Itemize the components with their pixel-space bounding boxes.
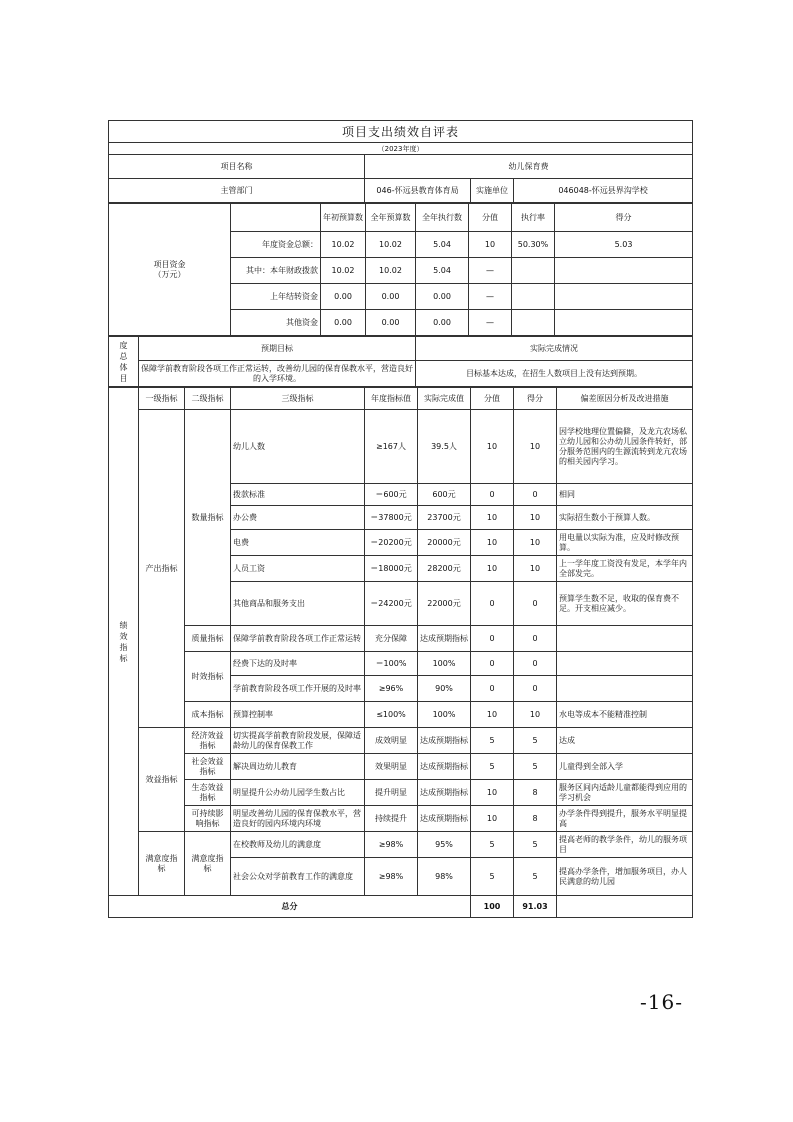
indicator-target: ＝18000元 bbox=[365, 556, 418, 582]
indicator-note: 水电等成本不能精准控制 bbox=[557, 702, 693, 728]
indicator-value: 0 bbox=[471, 484, 514, 506]
indicator-value: 0 bbox=[471, 626, 514, 652]
header-cell: 一级指标 bbox=[139, 388, 185, 410]
indicator-note: 服务区间内适龄儿童都能得到应用的学习机会 bbox=[557, 780, 693, 806]
indicator-note: 上一学年度工资没有发足，本学年内全部发完。 bbox=[557, 556, 693, 582]
indicator-name: 经费下达的及时率 bbox=[231, 652, 365, 676]
indicator-actual: 达成预期指标 bbox=[418, 806, 471, 832]
funds-cell: 0.00 bbox=[416, 284, 469, 310]
funds-header-value: 分值 bbox=[469, 204, 512, 232]
funds-cell: — bbox=[469, 284, 512, 310]
funds-row-label: 其他资金 bbox=[231, 310, 321, 336]
indicator-value: 10 bbox=[471, 806, 514, 832]
indicator-score: 10 bbox=[514, 410, 557, 484]
indicator-value: 10 bbox=[471, 410, 514, 484]
funds-cell: 5.03 bbox=[555, 232, 693, 258]
indicator-note bbox=[557, 652, 693, 676]
funds-header-rate: 执行率 bbox=[512, 204, 555, 232]
header-cell: 二级指标 bbox=[185, 388, 231, 410]
header-cell: 偏差原因分析及改进措施 bbox=[557, 388, 693, 410]
indicator-note: 用电量以实际为准，应及时修改预算。 bbox=[557, 530, 693, 556]
indicator-note: 因学校地理位置偏僻，及龙亢农场私立幼儿园和公办幼儿园条件转好，部分服务范围内的生源流转到龙亢农场的相关园内学习。 bbox=[557, 410, 693, 484]
indicator-score: 5 bbox=[514, 832, 557, 858]
quality-indicator-label: 质量指标 bbox=[185, 626, 231, 652]
indicator-actual: 22000元 bbox=[418, 582, 471, 626]
funds-cell bbox=[512, 258, 555, 284]
funds-cell bbox=[555, 258, 693, 284]
quantity-indicator-label: 数量指标 bbox=[185, 410, 231, 626]
funds-table bbox=[108, 203, 693, 336]
social-indicator-label: 社会效益 指标 bbox=[185, 754, 231, 780]
indicator-target: ≥98% bbox=[365, 832, 418, 858]
funds-cell: 5.04 bbox=[416, 232, 469, 258]
indicator-value: 10 bbox=[471, 780, 514, 806]
indicator-name: 学前教育阶段各项工作开展的及时率 bbox=[231, 676, 365, 702]
indicator-actual: 20000元 bbox=[418, 530, 471, 556]
indicator-actual: 达成预期指标 bbox=[418, 754, 471, 780]
total-score: 91.03 bbox=[514, 896, 557, 918]
indicator-name: 解决周边幼儿教育 bbox=[231, 754, 365, 780]
indicator-value: 10 bbox=[471, 556, 514, 582]
funds-cell: 50.30% bbox=[512, 232, 555, 258]
satisfaction-indicator-label: 满意度指 标 bbox=[139, 832, 185, 896]
indicators-table bbox=[108, 387, 693, 918]
indicator-actual: 达成预期指标 bbox=[418, 728, 471, 754]
indicator-target: ≥167人 bbox=[365, 410, 418, 484]
funds-cell: — bbox=[469, 310, 512, 336]
indicator-actual: 23700元 bbox=[418, 506, 471, 530]
time-indicator-label: 时效指标 bbox=[185, 652, 231, 702]
indicator-score: 10 bbox=[514, 506, 557, 530]
funds-cell: 0.00 bbox=[366, 310, 416, 336]
indicator-score: 0 bbox=[514, 484, 557, 506]
indicator-value: 10 bbox=[471, 702, 514, 728]
indicator-value: 0 bbox=[471, 652, 514, 676]
indicator-target: 成效明显 bbox=[365, 728, 418, 754]
indicator-score: 0 bbox=[514, 582, 557, 626]
eco-indicator-label: 生态效益 指标 bbox=[185, 780, 231, 806]
indicator-value: 0 bbox=[471, 582, 514, 626]
funds-row-label: 年度资金总额： bbox=[231, 232, 321, 258]
indicator-score: 5 bbox=[514, 858, 557, 896]
indicator-name: 预算控制率 bbox=[231, 702, 365, 728]
indicator-name: 切实提高学前教育阶段发展，保障适龄幼儿的保育保教工作 bbox=[231, 728, 365, 754]
table-title: 项目支出绩效自评表 bbox=[109, 121, 693, 143]
perf-side-label: 绩 效 指 标 bbox=[109, 388, 139, 896]
funds-cell: — bbox=[469, 258, 512, 284]
funds-header-annual: 全年预算数 bbox=[366, 204, 416, 232]
header-cell: 三级指标 bbox=[231, 388, 365, 410]
funds-cell bbox=[555, 310, 693, 336]
indicator-target: 提升明显 bbox=[365, 780, 418, 806]
cost-indicator-label: 成本指标 bbox=[185, 702, 231, 728]
funds-cell bbox=[512, 310, 555, 336]
indicator-name: 明显改善幼儿园的保育保教水平，营造良好的园内环境内环境 bbox=[231, 806, 365, 832]
indicator-score: 10 bbox=[514, 530, 557, 556]
funds-cell: 10.02 bbox=[366, 258, 416, 284]
funds-cell bbox=[555, 284, 693, 310]
output-indicator-label: 产出指标 bbox=[139, 410, 185, 728]
indicator-note: 提高老师的教学条件，幼儿的服务项目 bbox=[557, 832, 693, 858]
indicator-note: 儿童得到全部入学 bbox=[557, 754, 693, 780]
indicator-target: 充分保障 bbox=[365, 626, 418, 652]
satisfaction-sub-label: 满意度指 标 bbox=[185, 832, 231, 896]
funds-cell: 10.02 bbox=[366, 232, 416, 258]
indicator-value: 0 bbox=[471, 676, 514, 702]
indicator-value: 5 bbox=[471, 728, 514, 754]
indicator-score: 0 bbox=[514, 626, 557, 652]
indicator-value: 5 bbox=[471, 858, 514, 896]
indicator-note bbox=[557, 676, 693, 702]
indicator-note bbox=[557, 626, 693, 652]
benefit-indicator-label: 效益指标 bbox=[139, 728, 185, 832]
indicator-note: 达成 bbox=[557, 728, 693, 754]
indicator-actual: 600元 bbox=[418, 484, 471, 506]
header-cell: 年度指标值 bbox=[365, 388, 418, 410]
indicator-note: 实际招生数小于预算人数。 bbox=[557, 506, 693, 530]
indicator-target: ＝37800元 bbox=[365, 506, 418, 530]
table-year: （2023年度） bbox=[109, 143, 693, 155]
evaluation-table bbox=[108, 120, 693, 203]
indicator-name: 人员工资 bbox=[231, 556, 365, 582]
funds-row-label: 其中：本年财政拨款 bbox=[231, 258, 321, 284]
indicator-name: 拨款标准 bbox=[231, 484, 365, 506]
indicator-value: 5 bbox=[471, 832, 514, 858]
goal-expected: 保障学前教育阶段各项工作正常运转，改善幼儿园的保育保教水平，营造良好的入学环境。 bbox=[139, 361, 416, 387]
indicator-actual: 达成预期指标 bbox=[418, 626, 471, 652]
indicator-value: 5 bbox=[471, 754, 514, 780]
indicator-score: 10 bbox=[514, 556, 557, 582]
goal-side-label: 度 总 体 目 bbox=[109, 337, 139, 387]
funds-cell bbox=[512, 284, 555, 310]
indicator-actual: 90% bbox=[418, 676, 471, 702]
indicator-name: 社会公众对学前教育工作的满意度 bbox=[231, 858, 365, 896]
funds-cell: 10.02 bbox=[321, 258, 366, 284]
indicator-name: 明显提升公办幼儿园学生数占比 bbox=[231, 780, 365, 806]
indicator-actual: 39.5人 bbox=[418, 410, 471, 484]
indicator-score: 0 bbox=[514, 676, 557, 702]
indicator-score: 8 bbox=[514, 780, 557, 806]
indicator-note: 提高办学条件，增加服务项目，办人民满意的幼儿园 bbox=[557, 858, 693, 896]
dept-value: 046-怀远县教育体育局 bbox=[365, 179, 471, 203]
funds-cell: 10.02 bbox=[321, 232, 366, 258]
funds-header-score: 得分 bbox=[555, 204, 693, 232]
indicator-target: ＝600元 bbox=[365, 484, 418, 506]
indicator-name: 电费 bbox=[231, 530, 365, 556]
funds-cell: 0.00 bbox=[321, 284, 366, 310]
indicator-actual: 95% bbox=[418, 832, 471, 858]
indicator-name: 幼儿人数 bbox=[231, 410, 365, 484]
indicator-target: 效果明显 bbox=[365, 754, 418, 780]
performance-evaluation-table bbox=[108, 120, 692, 918]
indicator-score: 0 bbox=[514, 652, 557, 676]
indicator-note: 预算学生数不足，收取的保育费不足。开支相应减少。 bbox=[557, 582, 693, 626]
goal-actual: 目标基本达成，在招生人数项目上没有达到预期。 bbox=[416, 361, 693, 387]
funds-cell: 0.00 bbox=[366, 284, 416, 310]
indicator-score: 8 bbox=[514, 806, 557, 832]
dept-label: 主管部门 bbox=[109, 179, 365, 203]
indicator-target: ＝24200元 bbox=[365, 582, 418, 626]
indicator-target: ＝20200元 bbox=[365, 530, 418, 556]
sustain-indicator-label: 可持续影 响指标 bbox=[185, 806, 231, 832]
indicator-name: 保障学前教育阶段各项工作正常运转 bbox=[231, 626, 365, 652]
indicator-score: 5 bbox=[514, 728, 557, 754]
indicator-name: 其他商品和服务支出 bbox=[231, 582, 365, 626]
indicator-actual: 28200元 bbox=[418, 556, 471, 582]
indicator-actual: 100% bbox=[418, 652, 471, 676]
indicator-name: 办公费 bbox=[231, 506, 365, 530]
indicator-note: 办学条件得到提升，服务水平明显提高 bbox=[557, 806, 693, 832]
funds-cell: 5.04 bbox=[416, 258, 469, 284]
indicator-actual: 达成预期指标 bbox=[418, 780, 471, 806]
indicator-value: 10 bbox=[471, 506, 514, 530]
indicator-target: ≥96% bbox=[365, 676, 418, 702]
indicator-target: ≤100% bbox=[365, 702, 418, 728]
goal-expected-header: 预期目标 bbox=[139, 337, 416, 361]
econ-indicator-label: 经济效益 指标 bbox=[185, 728, 231, 754]
indicator-note: 相同 bbox=[557, 484, 693, 506]
funds-cell: 0.00 bbox=[321, 310, 366, 336]
unit-value: 046048-怀远县界沟学校 bbox=[514, 179, 693, 203]
goal-table bbox=[108, 336, 693, 387]
project-name: 幼儿保育费 bbox=[365, 155, 693, 179]
header-cell: 分值 bbox=[471, 388, 514, 410]
indicator-score: 10 bbox=[514, 702, 557, 728]
header-cell: 得分 bbox=[514, 388, 557, 410]
funds-header-initial: 年初预算数 bbox=[321, 204, 366, 232]
goal-actual-header: 实际完成情况 bbox=[416, 337, 693, 361]
page-number: -16- bbox=[640, 990, 683, 1014]
indicator-value: 10 bbox=[471, 530, 514, 556]
project-name-label: 项目名称 bbox=[109, 155, 365, 179]
indicator-target: 持续提升 bbox=[365, 806, 418, 832]
unit-label: 实施单位 bbox=[471, 179, 514, 203]
indicator-actual: 98% bbox=[418, 858, 471, 896]
indicator-actual: 100% bbox=[418, 702, 471, 728]
indicator-score: 5 bbox=[514, 754, 557, 780]
indicator-target: ＝100% bbox=[365, 652, 418, 676]
funds-cell: 10 bbox=[469, 232, 512, 258]
funds-row-label: 上年结转资金 bbox=[231, 284, 321, 310]
total-value: 100 bbox=[471, 896, 514, 918]
funds-cell: 0.00 bbox=[416, 310, 469, 336]
header-cell: 实际完成值 bbox=[418, 388, 471, 410]
indicator-target: ≥98% bbox=[365, 858, 418, 896]
funds-label: 项目资金 （万元） bbox=[109, 204, 231, 336]
indicator-name: 在校教师及幼儿的满意度 bbox=[231, 832, 365, 858]
funds-header-executed: 全年执行数 bbox=[416, 204, 469, 232]
total-label: 总分 bbox=[109, 896, 471, 918]
